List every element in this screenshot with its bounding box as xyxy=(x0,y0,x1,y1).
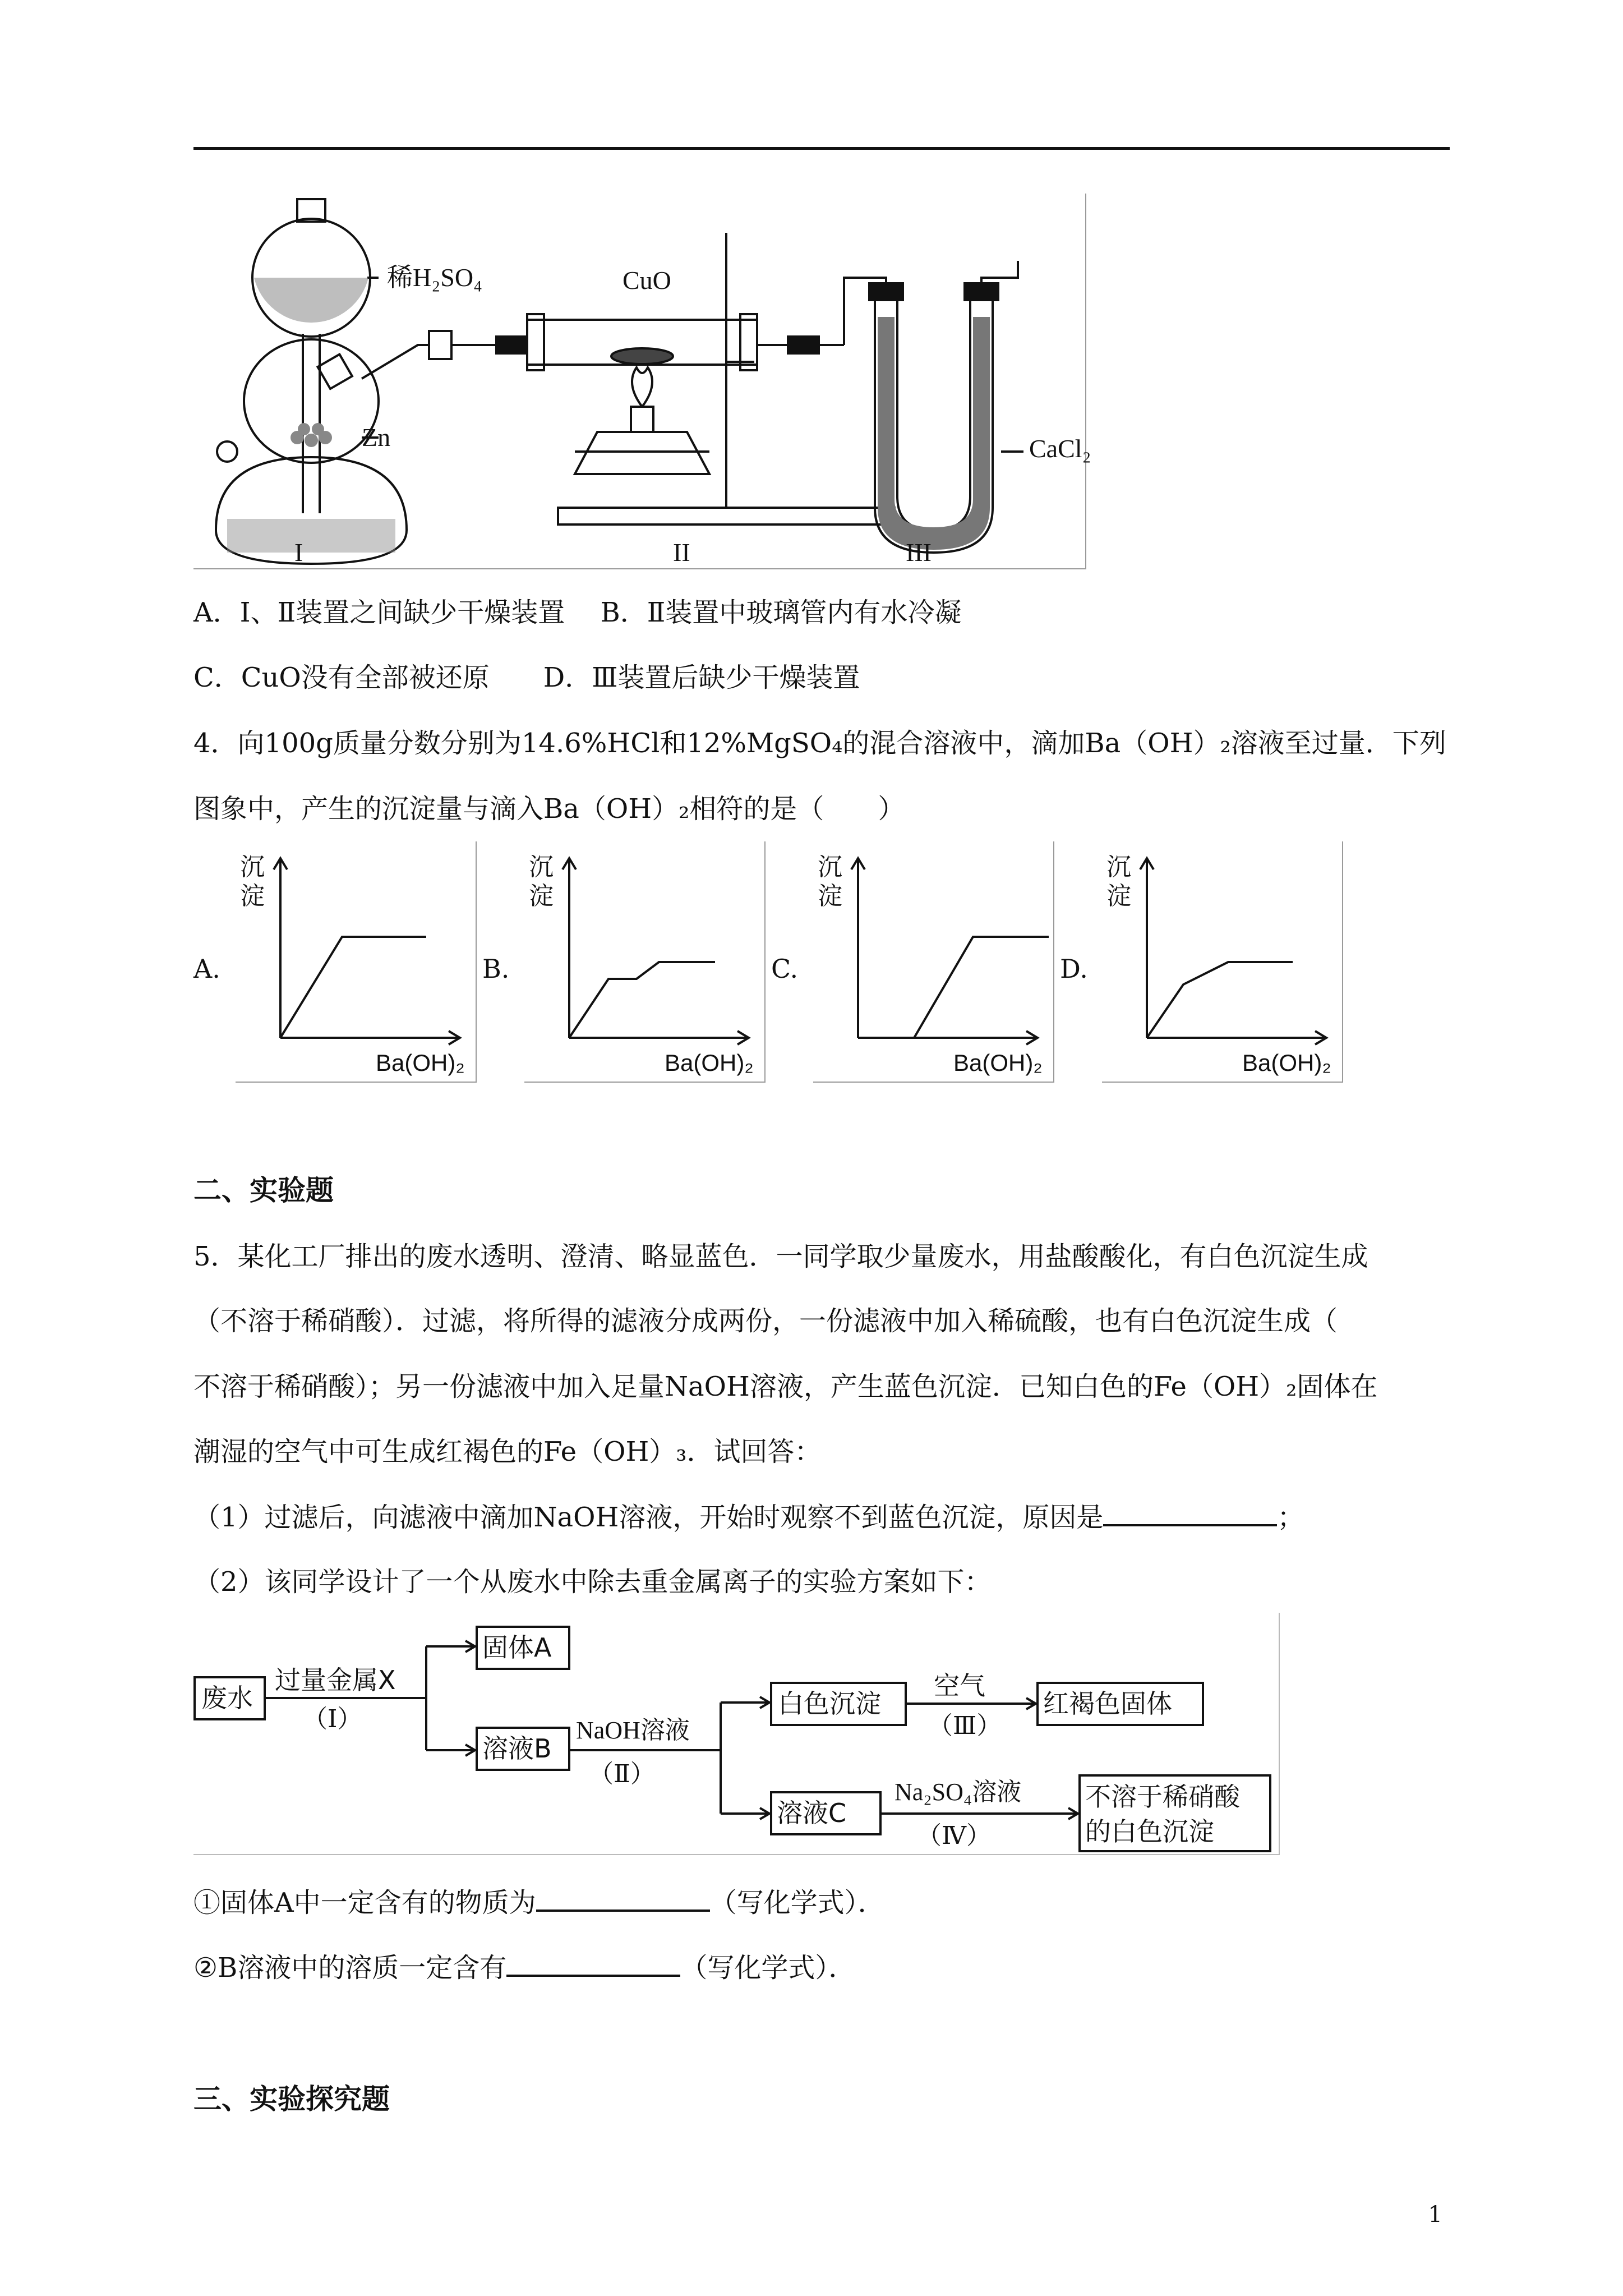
curve-d xyxy=(1147,962,1293,1038)
apparatus-figure xyxy=(193,194,1091,569)
curve-c xyxy=(858,937,1049,1038)
answer-blank-3[interactable] xyxy=(506,1952,680,1977)
graph-c-xlabel: Ba(OH)₂ xyxy=(953,1050,1043,1076)
graph-c-svg xyxy=(813,841,1053,1082)
curve-b xyxy=(569,962,715,1038)
flow-redbrown-solid: 红褐色固体 xyxy=(1043,1688,1172,1719)
flow-white-ppt: 白色沉淀 xyxy=(778,1688,881,1719)
label-cuo: CuO xyxy=(623,266,671,295)
acid-liquid xyxy=(254,278,368,323)
flow-step3: （Ⅲ） xyxy=(928,1711,1002,1740)
flow-step1: （Ⅰ） xyxy=(303,1705,362,1733)
q4-graph-b xyxy=(524,841,766,1083)
flowchart xyxy=(193,1613,1280,1855)
flow-solution-b: 溶液B xyxy=(482,1733,552,1764)
graph-b-xlabel: Ba(OH)₂ xyxy=(665,1050,754,1076)
flow-naoh: NaOH溶液 xyxy=(576,1717,690,1744)
cuo-pile xyxy=(611,348,673,364)
graph-c-ylabel: 沉淀 xyxy=(818,853,842,910)
flow-final-1: 不溶于稀硝酸 xyxy=(1085,1782,1240,1812)
cacl2-granules xyxy=(878,317,990,550)
q4-graph-a xyxy=(236,841,477,1083)
flow-metal-x: 过量金属X xyxy=(275,1665,396,1695)
graph-b-ylabel: 沉淀 xyxy=(529,853,554,910)
q5-line3: 不溶于稀硝酸）；另一份滤液中加入足量NaOH溶液，产生蓝色沉淀．已知白色的Fe（OH）₂固体在 xyxy=(193,1371,1378,1402)
label-zn: Zn xyxy=(362,423,391,452)
q5-line4: 潮湿的空气中可生成红褐色的Fe（OH）₃．试回答： xyxy=(193,1436,822,1467)
flow-waste: 废水 xyxy=(201,1683,253,1713)
q4-option-b-letter: B. xyxy=(482,954,510,984)
flow-step4: （Ⅳ） xyxy=(917,1821,991,1850)
flow-step2: （Ⅱ） xyxy=(589,1760,655,1788)
ans1-text: ①固体A中一定含有的物质为 xyxy=(193,1887,536,1918)
answer-line-1 xyxy=(193,1886,885,1920)
label-acid: 稀H₂SO₄ xyxy=(387,263,483,292)
answer-blank-1[interactable] xyxy=(1103,1502,1277,1526)
ans2-end: （写化学式）． xyxy=(680,1952,856,1984)
q3-options-line1: A．Ⅰ、Ⅱ装置之间缺少干燥装置 B．Ⅱ装置中玻璃管内有水冷凝 xyxy=(193,597,962,628)
q5-sub2: （2）该同学设计了一个从废水中除去重金属离子的实验方案如下： xyxy=(193,1566,992,1598)
header-rule xyxy=(193,147,1450,150)
graph-a-svg xyxy=(236,841,476,1082)
label-cacl2: CaCl₂ xyxy=(1029,434,1091,463)
q5-line2: （不溶于稀硝酸）．过滤，将所得的滤液分成两份，一份滤液中加入稀硫酸，也有白色沉淀生成（ xyxy=(193,1305,1338,1337)
q5-sub1-end: ； xyxy=(1277,1502,1304,1533)
graph-b-svg xyxy=(524,841,764,1082)
graph-d-ylabel: 沉淀 xyxy=(1106,853,1131,910)
flow-final-2: 的白色沉淀 xyxy=(1085,1816,1214,1847)
flow-solution-c: 溶液C xyxy=(777,1798,847,1828)
graph-d-xlabel: Ba(OH)₂ xyxy=(1242,1050,1331,1076)
stand-base xyxy=(558,508,895,524)
graph-d-svg xyxy=(1102,841,1342,1082)
flow-solid-a: 固体A xyxy=(482,1632,552,1663)
q3-options-line2: C．CuO没有全部被还原 D．Ⅲ装置后缺少干燥装置 xyxy=(193,662,860,693)
graph-a-ylabel: 沉淀 xyxy=(240,853,265,910)
q4-option-a-letter: A. xyxy=(193,954,220,984)
section2-heading: 二、实验题 xyxy=(193,1174,334,1207)
apparatus-drawing xyxy=(193,194,1085,568)
label-part-1: I xyxy=(294,538,303,567)
answer-line-2 xyxy=(193,1951,855,1985)
section3-heading: 三、实验探究题 xyxy=(193,2083,390,2115)
q4-option-d-letter: D. xyxy=(1060,954,1088,984)
label-part-2: II xyxy=(673,538,690,567)
ans1-end: （写化学式）． xyxy=(709,1887,885,1918)
q5-sub1-text: （1）过滤后，向滤液中滴加NaOH溶液，开始时观察不到蓝色沉淀，原因是 xyxy=(193,1502,1104,1533)
page-number: 1 xyxy=(1428,2202,1442,2228)
label-part-3: III xyxy=(906,538,932,567)
answer-blank-2[interactable] xyxy=(536,1887,710,1912)
q4-option-c-letter: C. xyxy=(771,954,799,984)
ans2-text: ②B溶液中的溶质一定含有 xyxy=(193,1952,507,1984)
curve-a xyxy=(280,937,426,1038)
q4-graph-d xyxy=(1102,841,1343,1083)
q4-stem-line2: 图象中，产生的沉淀量与滴入Ba（OH）₂相符的是（ ） xyxy=(193,793,905,825)
graph-a-xlabel: Ba(OH)₂ xyxy=(376,1050,465,1076)
q5-sub1 xyxy=(193,1501,1304,1534)
flow-air: 空气 xyxy=(934,1671,985,1701)
alcohol-lamp xyxy=(575,432,709,474)
q5-line1: 5．某化工厂排出的废水透明、澄清、略显蓝色．一同学取少量废水，用盐酸酸化，有白色沉淀生成 xyxy=(193,1241,1368,1272)
stopcock xyxy=(429,331,451,359)
q4-graph-c xyxy=(813,841,1054,1083)
flow-na2so4: Na₂SO₄溶液 xyxy=(895,1778,1022,1806)
q4-stem-line1: 4．向100g质量分数分别为14.6%HCl和12%MgSO₄的混合溶液中，滴加Ba（OH）₂溶液至过量．下列 xyxy=(193,728,1446,759)
